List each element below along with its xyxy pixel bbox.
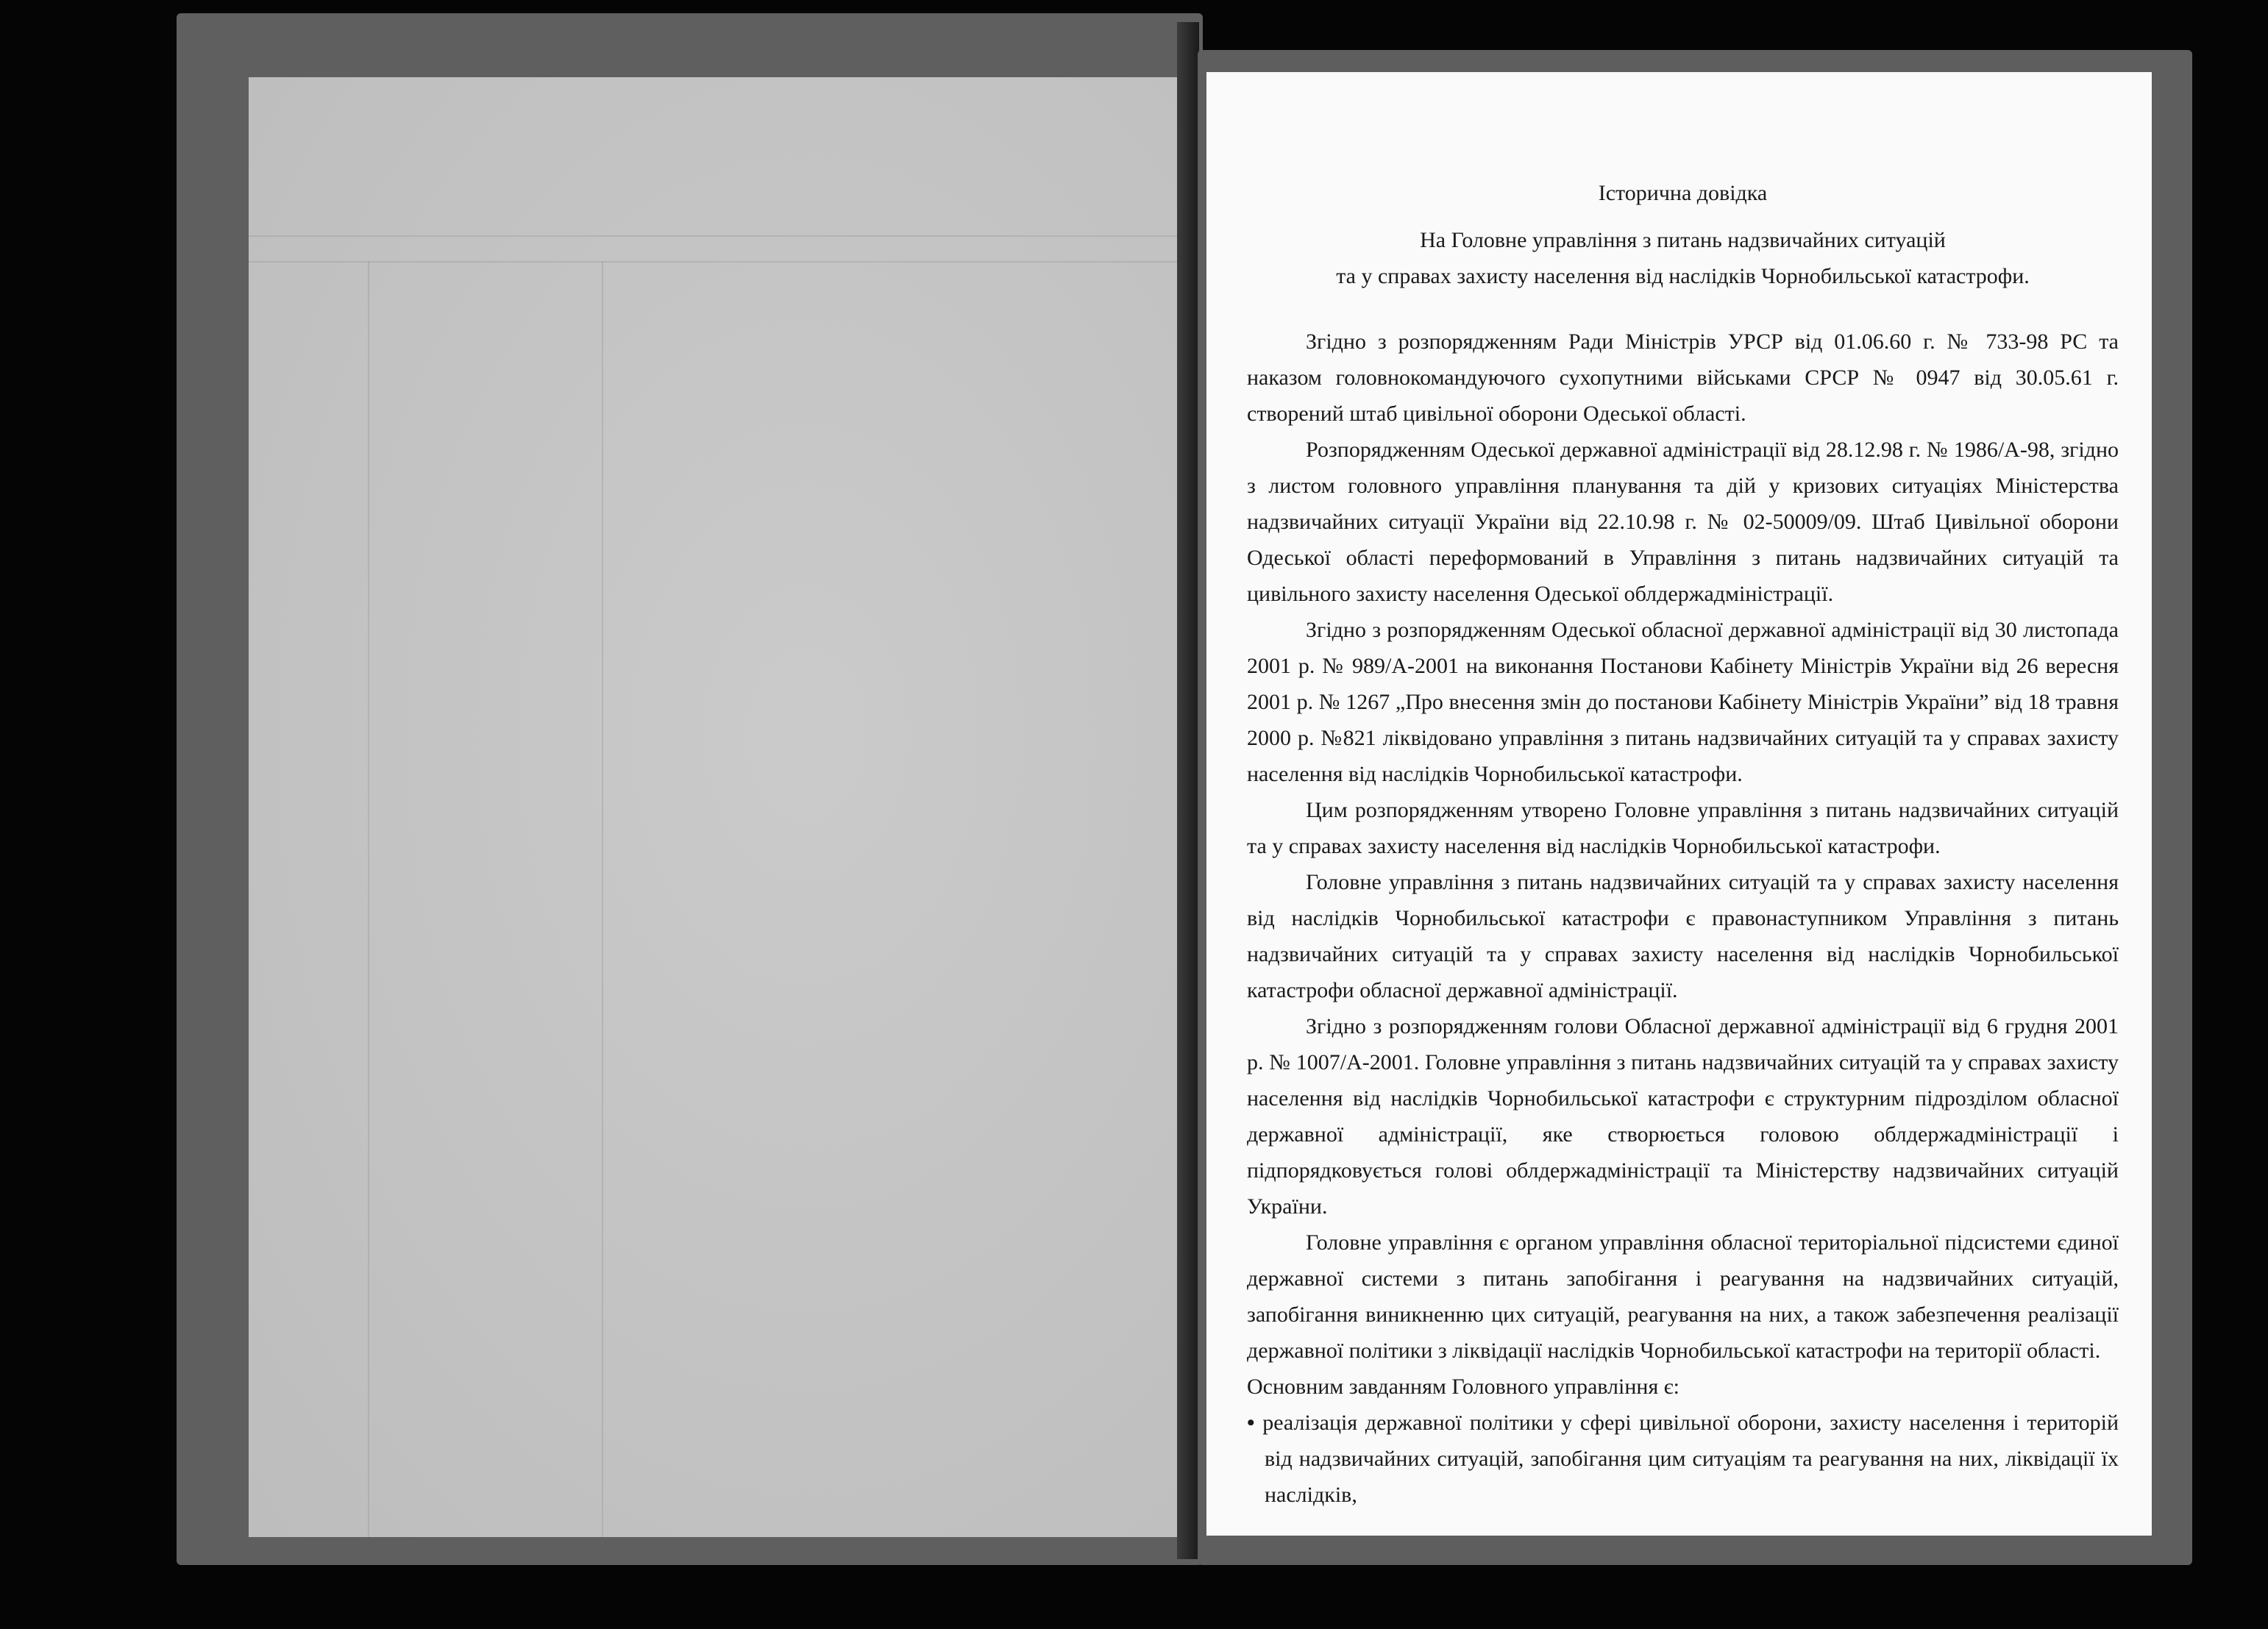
paragraph: Згідно з розпорядженням Одеської обласної державної адміністрації від 30 листопада 2001 р. № 989/А-2001 на виконання Постанови Кабінету Міністрів України від 26 вересня 2001 р. № 1267 „Про внесення змін до постанови Кабінету Міністрів України” від 18 травня 2000 р. №821 ліквідовано управління з питань надзвичайних ситуацій та у справах захисту населення від наслідків Чорнобильської катастрофи. [1247,618,2119,786]
book-spine [1177,22,1199,1559]
left-page-faint-rule [368,261,369,1537]
left-page-faint-rule [602,261,603,1537]
bullet-item [1247,1405,2119,1513]
tasks-heading: Основним завданням Головного управління є: [1247,1375,1679,1399]
bullet-text: реалізація державної політики у сфері цивільної оборони, захисту населення і територій від надзвичайних ситуацій, запобігання цим ситуаціям та реагування на них, ліквідації їх наслідків, [1262,1411,2119,1507]
subtitle-line: На Головне управління з питань надзвичайних ситуацій [1420,228,1946,252]
paragraph: Розпорядженням Одеської державної адміністрації від 28.12.98 г. № 1986/А-98, згідно з листом головного управління планування та дій у кризових ситуаціях Міністерства надзвичайних ситуації України від 22.10.98 г. № 02-50009/09. Штаб Цивільної оборони Одеської області переформований в Управління з питань надзвичайних ситуацій та цивільного захисту населення Одеської облдержадміністрації. [1247,438,2119,606]
bullet-icon: • [1247,1411,1255,1435]
subtitle-line: та у справах захисту населення від наслідків Чорнобильської катастрофи. [1336,264,2030,288]
left-page-faint-rule [249,235,1177,237]
paragraph: Головне управління з питань надзвичайних ситуацій та у справах захисту населення від наслідків Чорнобильської катастрофи є правонаступником Управління з питань надзвичайних ситуацій та у справах захисту населення від наслідків Чорнобильської катастрофи обласної державної адміністрації. [1247,870,2119,1002]
paragraph: Головне управління є органом управління обласної територіальної підсистеми єдиної державної системи з питань запобігання і реагування на надзвичайних ситуацій, запобігання виникненню цих ситуацій, реагування на них, а також забезпечення реалізації державної політики з ліквідації наслідків Чорнобильської катастрофи на території області. [1247,1230,2119,1363]
left-page-faint-rule [249,261,1177,263]
paragraph: Згідно з розпорядженням Ради Міністрів УРСР від 01.06.60 г. № 733-98 РС та наказом головнокомандуючого сухопутними військами СРСР № 0947 від 30.05.61 г. створений штаб цивільної оборони Одеської області. [1247,329,2119,426]
document-subtitle [1247,222,2119,294]
paragraph: Згідно з розпорядженням голови Обласної державної адміністрації від 6 грудня 2001 р. № 1007/А-2001. Головне управління з питань надзвичайних ситуацій та у справах захисту населення від наслідків Чорнобильської катастрофи є структурним підрозділом обласної державної адміністрації, яке створюється головою облдержадміністрації і підпорядковується голові облдержадміністрації та Міністерству надзвичайних ситуацій України. [1247,1014,2119,1219]
document-title: Історична довідка [1598,181,1768,205]
left-page-blank [249,77,1177,1537]
paragraph: Цим розпорядженням утворено Головне управління з питань надзвичайних ситуацій та у справах захисту населення від наслідків Чорнобильської катастрофи. [1247,798,2119,858]
right-page-text [1206,72,2152,1536]
